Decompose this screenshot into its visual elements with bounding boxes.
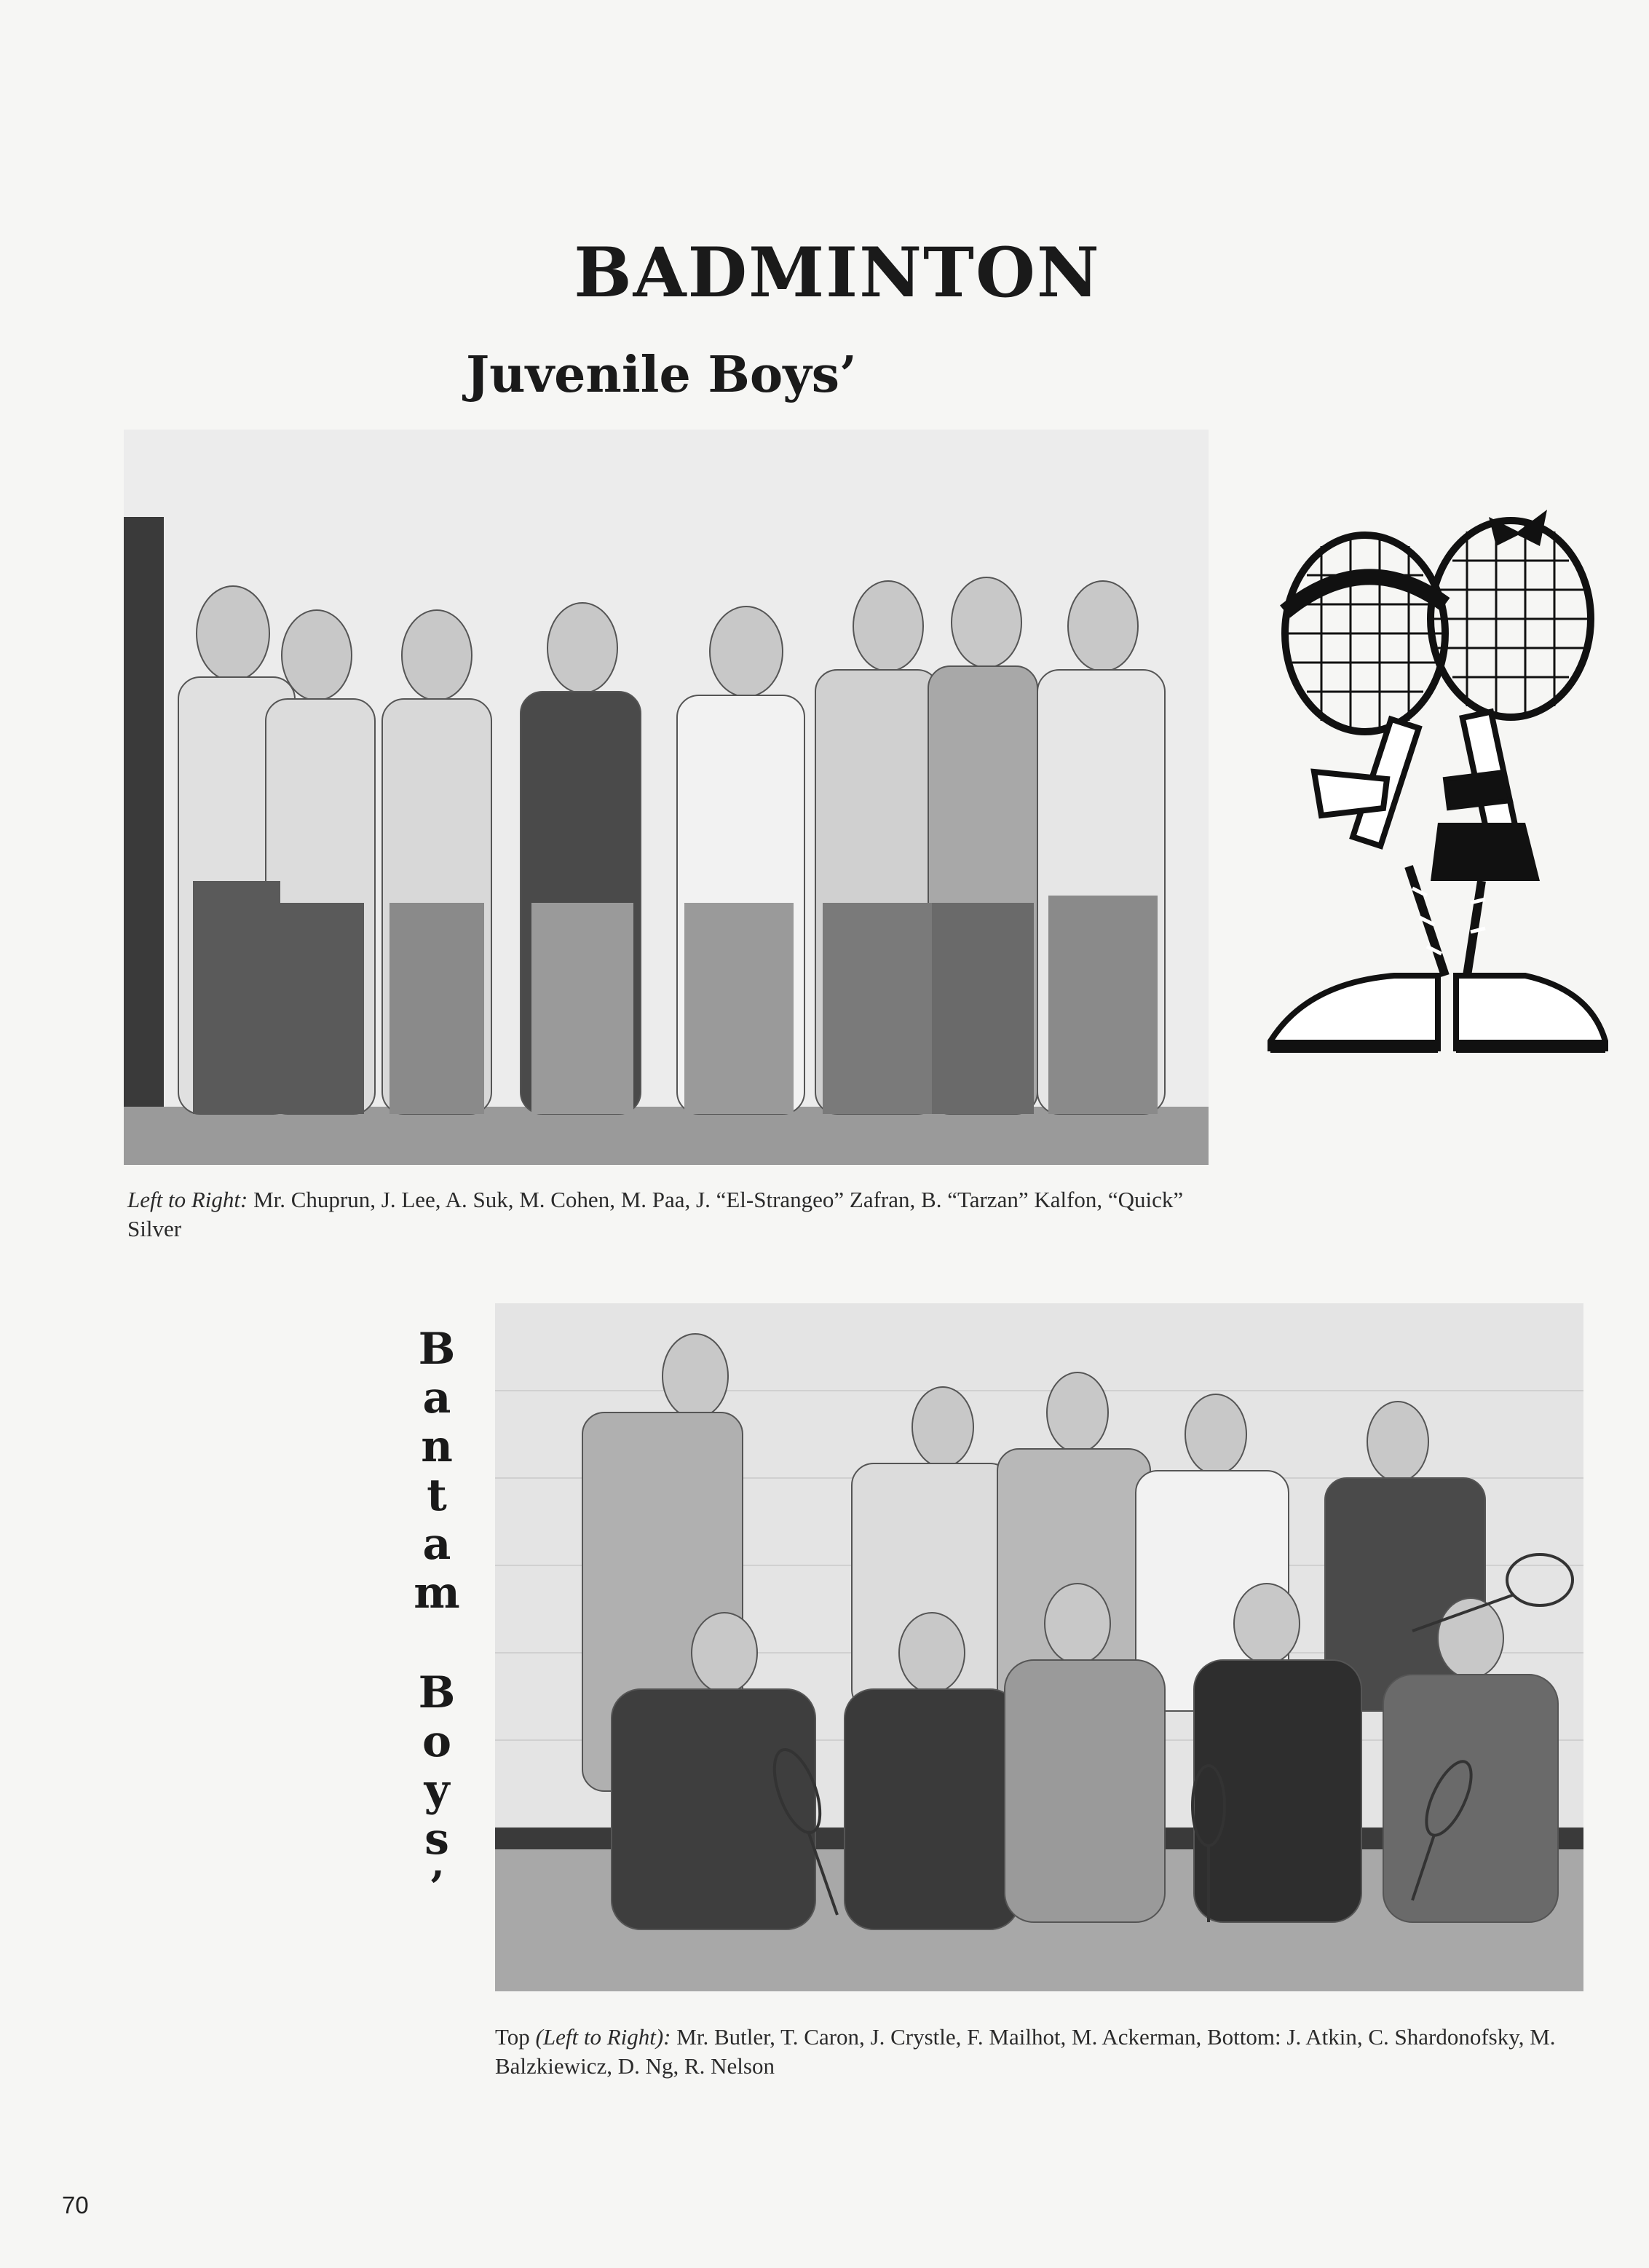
juvenile-caption-names: Mr. Chuprun, J. Lee, A. Suk, M. Cohen, M. Paa, J. “El-Strangeo” Zafran, B. “Tarzan” Kalfon, “Quick” Silver — [127, 1187, 1184, 1241]
juvenile-caption — [127, 1185, 1219, 1244]
juvenile-caption-prefix: Left to Right: — [127, 1187, 248, 1212]
team-photo-juvenile-icon — [124, 430, 1209, 1165]
bantam-heading-letter: m — [414, 1568, 460, 1619]
bantam-caption-italic: (Left to Right): — [535, 2024, 671, 2050]
bantam-vertical-heading — [408, 1325, 466, 1913]
bantam-caption-names: Mr. Butler, T. Caron, J. Crystle, F. Mailhot, M. Ackerman, Bottom: J. Atkin, C. Shardonofsky, M. Balzkiewicz, D. Ng, R. Nelson — [495, 2024, 1556, 2079]
page-title: BADMINTON — [574, 233, 1101, 313]
bantam-heading-letter: s — [424, 1814, 449, 1865]
bantam-heading-letter: o — [422, 1716, 452, 1767]
badminton-rackets-mascot-icon — [1263, 502, 1613, 1088]
bantam-heading-letter: t — [427, 1470, 447, 1521]
bantam-caption — [495, 2023, 1602, 2081]
bantam-caption-prefix: Top — [495, 2024, 536, 2050]
juvenile-heading: Juvenile Boys’ — [466, 346, 857, 404]
bantam-heading-letter: ’ — [429, 1862, 445, 1913]
bantam-heading-letter: B — [418, 1667, 456, 1718]
juvenile-team-photo — [124, 430, 1209, 1165]
team-photo-bantam-icon — [495, 1303, 1583, 1991]
bantam-heading-letter: n — [421, 1421, 453, 1472]
bantam-heading-gap — [408, 1618, 466, 1669]
bantam-heading-letter: a — [422, 1519, 451, 1570]
bantam-heading-letter: y — [424, 1765, 450, 1816]
page-number: 70 — [62, 2192, 89, 2218]
bantam-heading-letter: a — [422, 1372, 451, 1423]
bantam-heading-letter: B — [418, 1324, 456, 1375]
bantam-team-photo — [495, 1303, 1583, 1991]
